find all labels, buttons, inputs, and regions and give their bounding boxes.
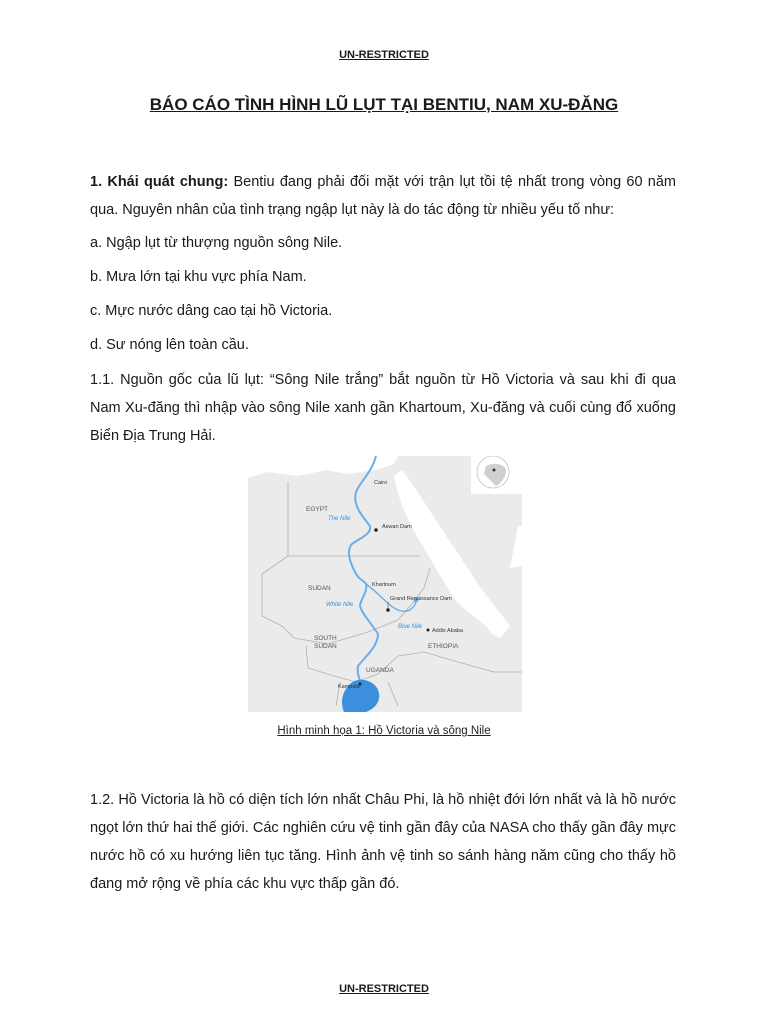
label-south-sudan-2: SUDAN [314,643,337,650]
label-blue-nile: Blue Nile [398,624,423,630]
label-the-nile: The Nile [328,516,351,522]
footer-classification: UN-RESTRICTED [339,983,429,995]
label-khartoum: Khartoum [372,582,396,588]
nile-map [248,456,522,712]
locator-marker [493,469,496,472]
label-sudan: SUDAN [308,585,331,592]
section-1-2-paragraph: 1.2. Hồ Victoria là hồ có diện tích lớn nhất Châu Phi, là hồ nhiệt đới lớn nhất và là hồ nước ngọt lớn thứ hai thế giới. Các nghiên cứu vệ tinh gần đây của NASA cho thấy gần đây mực nước hồ có xu hướng liên tục tăng. Hình ảnh vệ tinh so sánh hàng năm cũng cho thấy hồ đang mở rộng về phía các khu vực thấp gần đó. [90,792,676,892]
label-ethiopia: ETHIOPIA [428,643,459,650]
figure-caption: Hình minh họa 1: Hồ Victoria và sông Nile [277,725,491,737]
cause-item-c: c. Mực nước dâng cao tại hồ Victoria. [90,303,333,319]
section-1-text: Bentiu đang phải đối mặt với trận lụt tồi tệ nhất trong vòng 60 năm qua. Nguyên nhân của tình trạng ngập lụt này là do tác động từ nhiều yếu tố như: [90,174,676,218]
label-addis-ababa: Addis Ababa [432,628,463,634]
label-cairo: Cairo [374,480,388,486]
nile-map-figure [248,456,522,712]
document-title: BÁO CÁO TÌNH HÌNH LŨ LỤT TẠI BENTIU, NAM XU-ĐĂNG [149,95,619,114]
label-uganda: UGANDA [366,667,394,674]
section-1-paragraph [90,168,676,224]
section-1-label: 1. Khái quát chung: [90,174,229,190]
header-classification: UN-RESTRICTED [339,49,429,61]
section-1-1-paragraph: 1.1. Nguồn gốc của lũ lụt: “Sông Nile trắng” bắt nguồn từ Hồ Victoria và sau khi đi qua Nam Xu-đăng thì nhập vào sông Nile xanh gần Khartoum, Xu-đăng và cuối cùng đổ xuống Biển Địa Trung Hải. [90,372,676,444]
label-south-sudan-1: SOUTH [314,635,337,642]
label-gerd: Grand Renaissance Dam [390,596,452,602]
cause-item-a: a. Ngập lụt từ thượng nguồn sông Nile. [90,235,343,251]
aswan-dam-marker [374,528,378,532]
cause-item-b: b. Mưa lớn tại khu vực phía Nam. [90,269,307,285]
label-egypt: EGYPT [306,506,329,513]
label-aswan-dam: Aswan Dam [382,524,412,530]
label-white-nile: White Nile [326,602,354,608]
addis-ababa-marker [427,629,430,632]
cause-item-d: d. Sư nóng lên toàn cầu. [90,337,249,353]
label-kampala: Kampala [338,684,360,690]
